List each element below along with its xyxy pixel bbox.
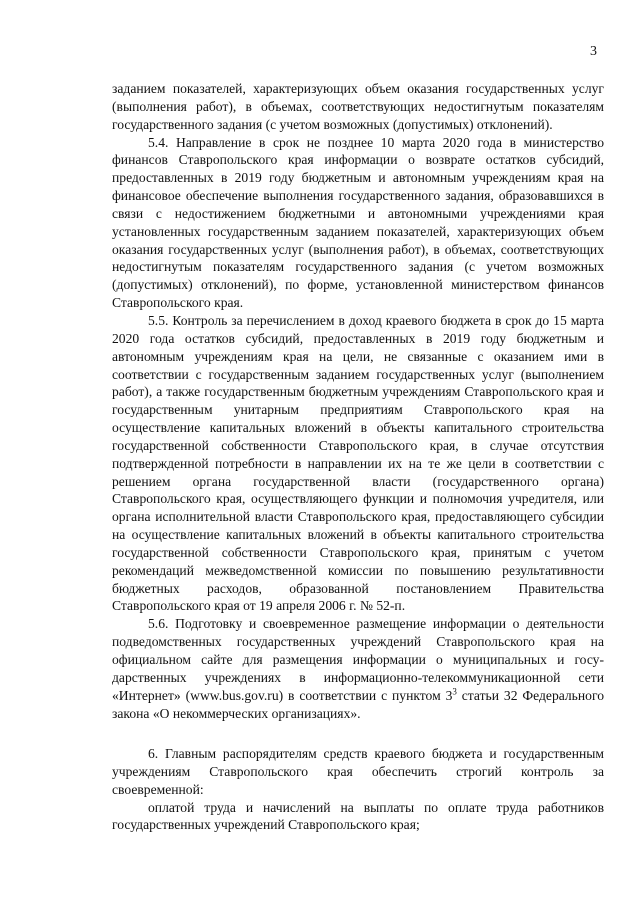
document-body-top bbox=[112, 80, 604, 722]
paragraph-5-6-text-end: статьи 32 Федерального закона «О некоммерческих организациях». bbox=[112, 687, 604, 721]
paragraph-6: 6. Главным распорядителям средств краевого бюджета и государственным учреждениям Ставропольского края обеспечить строгий контроль за своевременной: bbox=[112, 746, 604, 797]
paragraph-continuation: заданием показателей, характеризующих объем оказания государственных услуг (выполнения работ), в объемах, соответствующих недостигнутым показателям государственного задания (с учетом возможных (допустимых) отклонений). bbox=[112, 81, 604, 132]
paragraph-5-6-superscript: 3 bbox=[452, 686, 457, 697]
paragraph-5-5: 5.5. Контроль за перечислением в доход краевого бюджета в срок до 15 марта 2020 года остатков субсидий, предоставленных в 2019 году бюджетным и автономным учреждениям края на цели, не связанные с оказанием ими в соответствии с государственным заданием государственных услуг (выполнением работ), а также государственным бюджетным учреждениям Ставропольского края и государственным унитарным предприятиям Ставропольского края на осуществление капитальных вложений в объекты капитального строительства государственной собственности Ставропольского края, в случае отсутствия подтвержденной потребности в направлении их на те же цели в соответствии с решением органа государственной власти (государственного органа) Ставропольского края, осуществляющего функции и полномочия учредителя, или органа исполнительной власти Ставропольского края, предоставляющего субсидии на осуществление капитальных вложений в объекты капитального строительства государственной собственности Ставропольского края, принятым с учетом рекомендаций межведомственной комиссии по повышению результативности бюджетных расходов, образованной постановлением Правительства Ставропольского края от 19 апреля 2006 г. № 52-п. bbox=[112, 312, 604, 614]
paragraph-5-4: 5.4. Направление в срок не позднее 10 марта 2020 года в министерство финансов Ставропольского края информации о возврате остатков субсидий, предоставленных в 2019 году бюджетным и автономным учреждениям края на финансовое обеспечение выполнения государственного задания, образовавшихся в связи с недостижением бюджетными и автономными учреждениями края установленных государственным заданием показателей, характеризующих объем оказания государственных услуг (выполнения работ), в объемах, соответствующих недостигнутым показателям государственного задания (с учетом возможных (допустимых) отклонений), по форме, установленной министерством финансов Ставропольского края. bbox=[112, 134, 604, 311]
page-number: 3 bbox=[590, 44, 597, 59]
document-body-bottom bbox=[112, 745, 604, 834]
paragraph-6-item: оплатой труда и начислений на выплаты по оплате труда работников государственных учреждений Ставропольского края; bbox=[112, 799, 604, 833]
paragraph-5-6 bbox=[112, 615, 604, 722]
paragraph-5-6-text: 5.6. Подготовку и своевременное размещение информации о деятельности подведомственных государственных учреждений Ставропольского края на официальном сайте для размещения информации о муниципальных и государственных учреждениях в информационно-телекоммуникационной сети «Интернет» (www.bus.gov.ru) в соответствии с пунктом 3 bbox=[112, 616, 604, 703]
